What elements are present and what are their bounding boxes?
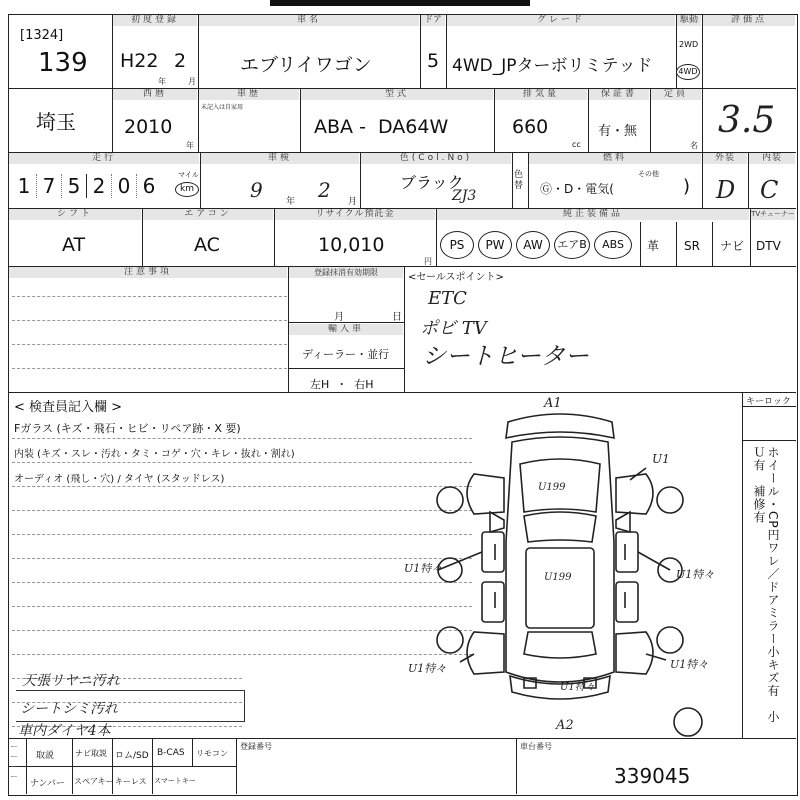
capacity-label: 定員 [651,89,701,100]
footer-spare-key: スペアキー [74,777,114,786]
fuel-label: 燃料 [529,153,701,164]
model-year: 2010 [124,116,173,138]
fuel-other: その他 [638,170,659,178]
footer-left-cut: ー ー ー ー [10,742,18,781]
reg-expiry-label: 登録抹消有効期限 [289,267,403,278]
selling-points-label: <セールスポイント> [408,272,504,283]
era-year: H22 [120,50,159,72]
shift-label: シフト [9,209,141,220]
color: ブラック [400,173,464,192]
diagram-label-u1-roof: U199 [538,482,566,493]
displacement: 660 [512,116,549,138]
reg-number-label: 登録番号 [240,742,272,751]
hand-note-1: 天張リヤニ汚れ [22,673,120,689]
history-note: 未記入は自家用 [201,104,244,111]
mileage-digit: 7 [37,174,62,198]
reg-date-label: 初度登録 [113,15,197,26]
color-label: 色(Col.No) [361,153,511,164]
notice-label: 注意事項 [9,267,287,278]
mileage-label: 走行 [9,153,199,164]
hand-note-3: 車内ダイヤ4本 [18,723,111,739]
interior-grade: C [760,176,779,204]
diagram-label-left-rear: U1特々 [408,662,447,675]
equip-navi: ナビ [720,239,745,253]
equip-pw: PW [478,231,512,259]
fuel: Ⓖ・D・電気( [540,182,614,196]
interior-label: 内装 [749,153,795,164]
ac: AC [194,234,220,256]
doors-label: ドア [421,15,445,26]
mileage-digit: 2 [87,174,112,198]
model-label: 型式 [301,89,493,100]
recycle-fee: 10,010 [318,234,385,256]
inspector-audio-tire: オーディオ (飛し・穴) / タイヤ (スタッドレス) [14,474,225,485]
shift: AT [62,234,86,256]
equipment-label: 純正装備品 [437,209,749,220]
model-year-label: 西暦 [113,89,197,100]
model-code: ABA - DA64W [314,116,449,138]
drive-2wd: 2WD [679,40,699,49]
tv-tuner-label: TVチューナー [751,210,795,218]
history-label: 車歴 [199,89,299,100]
lot-number: 139 [38,48,88,78]
top-title-strip [270,0,530,6]
key-lock-label: キーロック [746,397,791,407]
chassis-label: 車台番号 [520,742,552,751]
import-label: 輸入車 [289,324,403,335]
inspection-label: 車検 [201,153,359,164]
diagram-label-right-door: U1特々 [676,568,715,581]
mileage-digit: 0 [112,174,137,198]
footer-rom-sd: ロム/SD [115,751,149,761]
score: 3.5 [718,100,776,141]
diagram-label-a2: A2 [556,718,574,733]
footer-bcas: B-CAS [157,748,185,758]
equip-abs: ABS [594,231,632,259]
diagram-label-right-rear: U1特々 [670,658,709,671]
hand-note-2: シートシミ汚れ [20,701,118,717]
selling-point-etc: ETC [428,288,467,309]
inspector-interior: 内装 (キズ・スレ・汚れ・タミ・コゲ・穴・キレ・抜れ・割れ) [14,449,295,460]
footer-plate: ナンバー [30,779,65,789]
warranty-label: 保証書 [589,89,649,100]
displacement-label: 排気量 [495,89,587,100]
selling-point-seat-heater: シートヒーター [422,342,590,370]
footer-smart-key: スマートキー [154,777,196,785]
mile-unit: マイル [178,171,199,179]
km-unit: km [175,182,199,197]
doors: 5 [427,50,440,72]
reg-month: 2 [174,50,187,72]
footer-navi-manual: ナビ取説 [75,749,107,758]
mileage-digits [12,174,161,198]
mileage-digit: 5 [62,174,87,198]
lot-prefix: [1324] [20,28,64,43]
ac-label: エアコン [143,209,273,220]
diagram-label-left-door: U1特々 [404,562,443,575]
diagram-label-center: U199 [544,572,572,583]
selling-point-tv: ポビ TV [420,318,487,339]
score-label: 評価点 [703,15,795,26]
inspection-year: 9 [250,178,263,202]
diagram-label-u1: U1 [652,452,670,466]
color-change-label: 色替 [514,170,524,191]
mileage-digit: 1 [12,174,37,198]
footer-remote: リモコン [196,749,228,758]
footer-manual: 取説 [36,751,55,761]
warranty: 有・無 [598,124,638,139]
equip-sunroof: SR [684,239,700,253]
car-name-label: 車名 [199,15,419,26]
grade-label: グレード [447,15,675,26]
inspector-glass: Fガラス (キズ・飛石・ヒビ・リペア跡・X 要) [14,422,241,435]
grade: 4WD_JPターボリミテッド [452,56,653,76]
mileage-digit: 6 [142,174,156,198]
steering-side: 左H ・ 右H [310,378,374,391]
equip-airbag: エアB [554,231,590,259]
exterior-label: 外装 [703,153,747,164]
footer-keyless: キーレス [115,777,147,786]
side-notes: ホイール・CP円ワレ／ドアミラー小キズ有 小Ｕ有 補修有 [752,446,780,724]
exterior-grade: D [716,176,736,204]
color-code: ZJ3 [452,188,477,204]
chassis-number: 339045 [614,764,691,788]
car-name: エブリイワゴン [240,54,372,76]
equip-aw: AW [516,231,550,259]
diagram-label-a1: A1 [544,396,562,411]
drive-label: 駆動 [677,15,701,26]
inspector-title: < 検査員記入欄 > [14,400,123,415]
drive-4wd: 4WD [676,64,700,80]
region: 埼玉 [36,110,76,134]
inspection-month: 2 [318,178,331,202]
equip-leather: 革 [647,239,660,253]
import-value: ディーラー・並行 [302,348,390,361]
diagram-label-rear: U1特々 [560,682,595,693]
equip-dtv: DTV [756,239,781,253]
equip-ps: PS [440,231,474,259]
recycle-label: リサイクル預託金 [275,209,435,220]
